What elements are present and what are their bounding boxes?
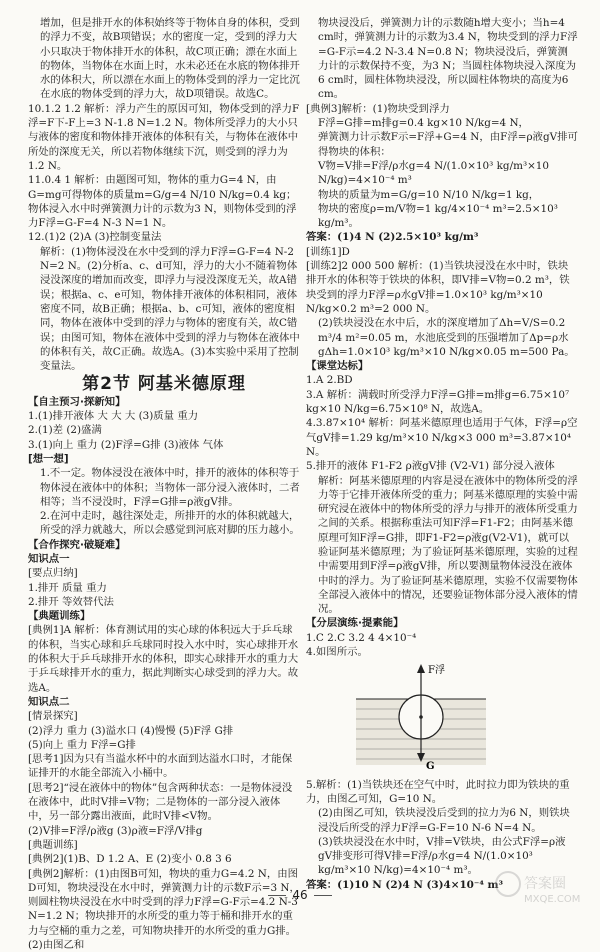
- page-number: 46: [0, 888, 600, 902]
- answer-line: 答案：(1)4 N (2)2.5×10³ kg/m³: [306, 231, 479, 244]
- class-item: 1.A 2.BD: [306, 374, 353, 387]
- scene-item: (2)浮力 重力 (3)溢水口 (4)慢慢 (5)F浮 G排: [28, 724, 234, 737]
- example2-heading: [典题训练]: [28, 838, 78, 851]
- paragraph: [训练2]2 000 500 解析：(1)当铁块浸没在水中时，铁块排开水的体积等于铁块的体积，即V排=V物=0.2 m³，铁块受到的浮力F浮=ρ水gV排=1.0×10³ kg/m³×10 N/kg×0.2 m³=2 000 N。: [306, 260, 570, 315]
- final-item: (3)铁块浸没在水中时，V排=V铁块，由公式F浮=ρ液gV排变形可得V排=F浮/ρ水g=4 N/(1.0×10³ kg/m³×10 N/kg)=4×10⁻⁴ m³。: [318, 835, 566, 877]
- paragraph: (2)铁块浸没在水中后，水的深度增加了Δh=V/S=0.2 m³/4 m²=0.05 m，水池底受到的压强增加了Δp=ρ水gΔh=1.0×10³ kg/m³×10 N/kg×0.05 m=500 Pa。: [318, 317, 575, 358]
- class-item: 5.排开的液体 F1-F2 ρ液gV排 (V2-V1) 部分浸入液体: [306, 460, 555, 473]
- preview-item: 2.(1)差 (2)盛满: [28, 424, 102, 437]
- think-item: 1.不一定。物体浸没在液体中时，排开的液体的体积等于物体浸在液体中的体积；当物体一部分浸入液体时，二者相等；当不浸没时，F浮=G排=ρ液gV排。: [40, 467, 300, 508]
- knowledge-label: 知识点二: [28, 695, 70, 708]
- preview-item: 3.(1)向上 重力 (2)F浮=G排 (3)液体 气体: [28, 438, 224, 451]
- final-item: (2)由图乙可知，铁块浸没后受到的拉力为6 N，则铁块浸没后所受的浮力F浮=G-F=10 N-6 N=4 N。: [318, 807, 570, 834]
- svg-text:答案圈: 答案圈: [524, 876, 566, 892]
- scene-item: (5)向上 重力 F浮=G排: [28, 738, 136, 751]
- think2-item: [思考2]“浸在液体中的物体”包含两种状态：一是物体浸没在液体中，此时V排=V物；二是物体的一部分浸入液体中，另一部分露出液面，此时V排<V物。: [28, 781, 293, 823]
- force-up-label: F浮: [428, 665, 445, 677]
- watermark-logo: [494, 866, 586, 908]
- knowledge-label: 知识点一: [28, 552, 70, 565]
- paragraph: 物块的质量为m=G/g=10 N/10 N/kg=1 kg，: [318, 188, 540, 201]
- preview-item: 1.(1)排开液体 大 大 大 (3)质量 重力: [28, 410, 199, 423]
- class-item: 解析：阿基米德原理的内容是浸在液体中的物体所受的浮力等于它排开液体所受的重力；阿基米德原理的实验中需研究浸在液体中的物体所受的浮力与排开的液体所受重力之间的关系。根据称重法可知F浮=F1-F2；由阿基米德原理可知F浮=G排，即F1-F2=ρ液g(V2-V1)，就可以验证阿基米德原理；为了验证阿基米德原理，实验的过程中需要用到F浮=ρ液gV排，所以要测量物体浸没在液体中时的浮力。为了验证阿基米德原理，实验不仅需要物体全部浸入液体中的情况，还要验证物体部分浸入液体的情况。: [318, 474, 578, 616]
- point-item: 1.排开 质量 重力: [28, 581, 107, 594]
- paragraph: 弹簧测力计示数F示=F浮+G=4 N，由F浮=ρ液gV排可得物块的体积：: [318, 131, 578, 158]
- center-point: [419, 716, 423, 720]
- class-item: 3.A 解析：满载时所受浮力F浮=G排=m排g=6.75×10⁷ kg×10 N/kg=6.75×10⁸ N，故选A。: [306, 388, 570, 416]
- paragraph: 增加，但是排开水的体积始终等于物体自身的体积，受到的浮力不变，故B项错误；水的密度一定，受到的浮力大小只取决于物体排开水的体积，故C项正确；漂在水面上的物体，当物体在水面上时，水未必还在水底的物体排开水的体积大，所以漂在水面上的物体受到的浮力一定比沉在水底的物体受到的浮力大，故D项错误。故选C。: [40, 17, 300, 101]
- paragraph: 11.0.4 1 解析：由题图可知，物体的重力G=4 N，由G=mg可得物体的质量m=G/g=4 N/10 N/kg=0.4 kg；物体浸入水中时弹簧测力计的示数为3 N，则物体受到的浮力F浮=G-F=4 N-3 N=1 N。: [28, 174, 297, 230]
- heading-explore: 【合作探究·破疑难】: [28, 538, 126, 551]
- final-answer: 答案：(1)10 N (2)4 N (3)4×10⁻⁴ m³: [306, 878, 504, 891]
- expand-item: 1.C 2.C 3.2 4 4×10⁻⁴: [306, 631, 417, 644]
- paragraph: 物块浸没后，弹簧测力计的示数随h增大变小；当h=4 cm时，弹簧测力计的示数为3.4 N，物块受到的浮力F浮=G-F示=4.2 N-3.4 N=0.8 N；物块浸没后，弹簧测力计的示数保持不变，为3 N；当圆柱体物块浸入深度为6 cm时，圆柱体物块浸没，所以圆柱体物块的高度为6 cm。: [318, 17, 578, 101]
- paragraph: [训练1]D: [306, 245, 350, 258]
- example-text: [典例1]A 解析：体育测试用的实心球的体积远大于乒乓球的体积，当实心球和乒乓球同时投入水中时，实心球排开水的体积大于乒乓球排开水的体积，即实心球排开水的重力大于乒乓球排开水的重力，据此判断实心球受到的浮力大。故选A。: [28, 624, 299, 694]
- paragraph: F浮=G排=m排g=0.4 kg×10 N/kg=4 N，: [318, 117, 529, 130]
- point2-item: (2)V排=F浮/ρ液g (3)ρ液=F浮/V排g: [28, 824, 203, 837]
- think-item: 2.在河中走时，越往深处走，所排开的水的体积就越大，所受的浮力就越大，所以会感觉到河底对脚的压力越小。: [40, 510, 300, 537]
- force-down-label: G: [426, 761, 435, 772]
- expand-item: 4.如图所示。: [306, 646, 368, 659]
- point-heading: [要点归纳]: [28, 567, 78, 580]
- example2-item: [典例2](1)B、D 1.2 A、E (2)变小 0.8 3 6: [28, 853, 232, 866]
- paragraph: V物=V排=F浮/ρ水g=4 N/(1.0×10³ kg/m³×10 N/kg)=4×10⁻⁴ m³: [318, 159, 550, 187]
- paragraph: 解析：(1)物体浸没在水中受到的浮力F浮=G-F=4 N-2 N=2 N。(2)分析a、c、d可知，浮力的大小不随着物体浸没深度的增加而改变，即浮力与浸没深度无关，故A错误；根据a、c、e可知，物体排开液体的体积相同，液体密度不同，故B正确；根据a、b、c可知，液体的密度相同，物体在液体中受到的浮力与物体的密度有关，故C错误；由图可知，物体在液体中受到的浮力与物体在液体中的体积有关，故C正确。故选A。(3)本实验中采用了控制变量法。: [40, 245, 300, 373]
- paragraph: 10.1.2 1.2 解析：浮力产生的原因可知，物体受到的浮力F浮=F下-F上=3 N-1.8 N=1.2 N。物体所受浮力的大小只与液体的密度和物体排开液体的体积有关，与物体在液体中所处的深度无关，所以若物体继续下沉，则受到的浮力为1.2 N。: [28, 102, 300, 172]
- class-item: 4.3.87×10⁴ 解析：阿基米德原理也适用于气体，F浮=ρ空气gV排=1.29 kg/m³×10 N/kg×3 000 m³=3.87×10⁴ N。: [306, 417, 578, 458]
- example2-item: [典例2]解析：(1)由图B可知，物块的重力G=4.2 N，由图D可知，物块浸没在水中时，弹簧测力计的示数F示=3 N，则圆柱物块浸没在水中时受到的浮力F浮=G-F示=4.2 N-3 N=1.2 N；物块排开的水所受的重力等于桶和排开水的重力与空桶的重力之差，可知物块排开的水所受的重力G排。(2)由图乙和: [28, 867, 300, 951]
- heading-class: 【课堂达标】: [306, 360, 369, 373]
- scene-heading: [情景探究]: [28, 710, 78, 723]
- arrow-head-up: [417, 664, 425, 673]
- section-title: 第2节 阿基米德原理: [82, 374, 246, 395]
- final-item: 5.解析：(1)当铁块还在空气中时，此时拉力即为铁块的重力，由图乙可知，G=10 N。: [306, 778, 570, 805]
- point-item: 2.排开 等效替代法: [28, 595, 114, 608]
- paragraph: 12.(1)2 (2)A (3)控制变量法: [28, 231, 162, 244]
- heading-preview: 【自主预习·探新知】: [28, 395, 126, 408]
- heading-think: [想一想]: [28, 452, 69, 465]
- paragraph: 物块的密度ρ=m/V物=1 kg/4×10⁻⁴ m³=2.5×10³ kg/m³。: [318, 202, 558, 230]
- think2-item: [思考1]因为只有当溢水杯中的水面到达溢水口时，才能保证排开的水能全部流入小桶中。: [28, 753, 293, 780]
- paragraph: [典例3]解析：(1)物块受到浮力: [306, 102, 450, 115]
- svg-text:MXQE.COM: MXQE.COM: [524, 894, 581, 905]
- heading-expand: 【分层演练·提素能】: [306, 617, 404, 630]
- force-diagram: [346, 661, 496, 771]
- heading-example: 【典题训练】: [28, 610, 91, 623]
